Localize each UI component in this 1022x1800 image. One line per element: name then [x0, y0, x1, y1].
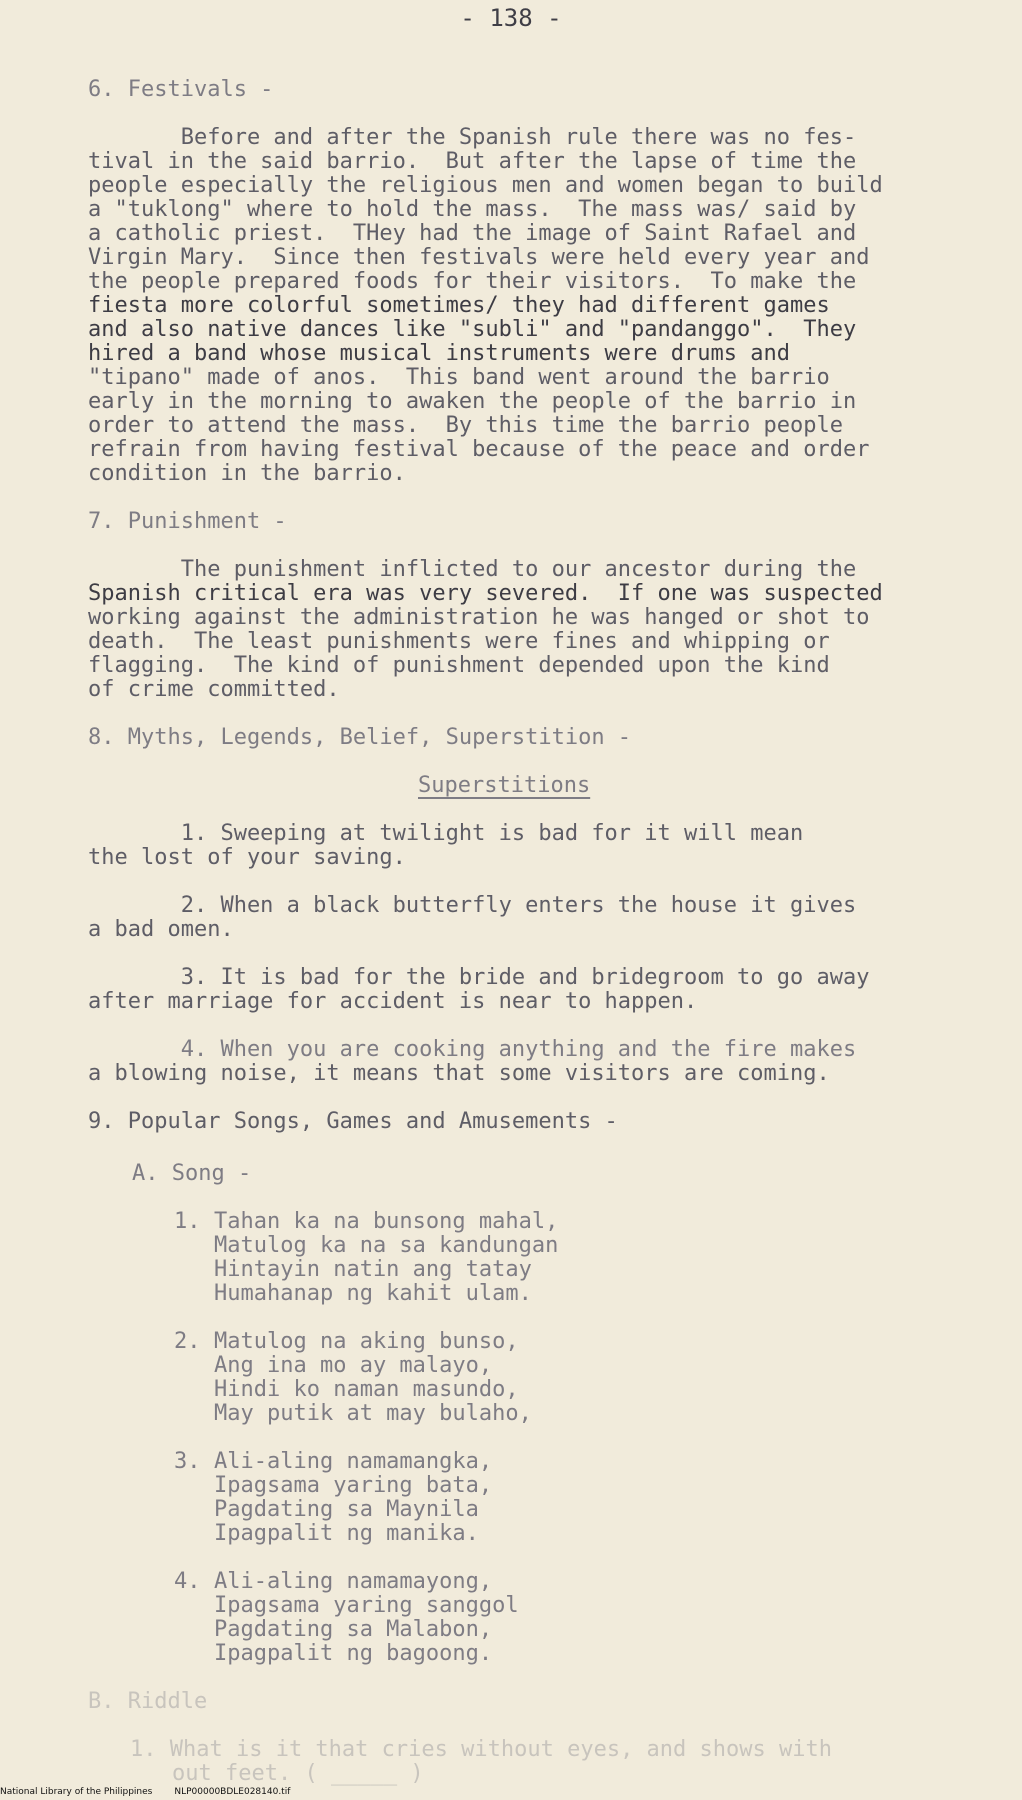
- superstition-line: 3. It is bad for the bride and bridegroom to go away: [88, 965, 870, 990]
- festivals-line: refrain from having festival because of the peace and order: [88, 437, 870, 462]
- riddle-line: 1. What is it that cries without eyes, and shows with: [130, 1737, 832, 1762]
- superstition-line: 2. When a black butterfly enters the house it gives: [88, 893, 857, 918]
- myths-heading: 8. Myths, Legends, Belief, Superstition -: [88, 725, 632, 750]
- scan-footer: [0, 1787, 312, 1797]
- punishment-line: death. The least punishments were fines and whipping or: [88, 629, 830, 654]
- verse-line: Hindi ko naman masundo,: [214, 1377, 519, 1402]
- footer-file-id: NLP00000BDLE028140.tif: [174, 1787, 291, 1797]
- verse-line: Matulog na aking bunso,: [214, 1329, 519, 1354]
- verse-line: May putik at may bulaho,: [214, 1401, 532, 1426]
- punishment-line: flagging. The kind of punishment depended upon the kind: [88, 653, 830, 678]
- superstition-line: a bad omen.: [88, 917, 234, 942]
- verse-line: Ang ina mo ay malayo,: [214, 1353, 493, 1378]
- superstition-line: the lost of your saving.: [88, 845, 406, 870]
- verse-line: Matulog ka na sa kandungan: [214, 1233, 559, 1258]
- festivals-line: fiesta more colorful sometimes/ they had different games: [88, 293, 830, 318]
- verse-line: Pagdating sa Maynila: [214, 1497, 479, 1522]
- festivals-line: "tipano" made of anos. This band went around the barrio: [88, 365, 830, 390]
- festivals-line: hired a band whose musical instruments were drums and: [88, 341, 790, 366]
- festivals-line: order to attend the mass. By this time the barrio people: [88, 413, 843, 438]
- festivals-line: the people prepared foods for their visitors. To make the: [88, 269, 857, 294]
- riddle-line: out feet. ( _____ ): [172, 1761, 424, 1786]
- festivals-line: condition in the barrio.: [88, 461, 406, 486]
- superstition-line: 1. Sweeping at twilight is bad for it will mean: [88, 821, 804, 846]
- verse-line: Ali-aling namamayong,: [214, 1569, 493, 1594]
- verse-line: Hintayin natin ang tatay: [214, 1257, 532, 1282]
- verse-line: Tahan ka na bunsong mahal,: [214, 1209, 559, 1234]
- festivals-line: Before and after the Spanish rule there was no fes-: [88, 125, 857, 150]
- riddle-heading: B. Riddle: [88, 1689, 208, 1714]
- verse-number: 1.: [174, 1209, 201, 1234]
- verse-number: 4.: [174, 1569, 201, 1594]
- superstitions-subheading: Superstitions: [418, 773, 591, 798]
- punishment-line: of crime committed.: [88, 677, 340, 702]
- festivals-line: Virgin Mary. Since then festivals were held every year and: [88, 245, 870, 270]
- verse-line: Ipagsama yaring sanggol: [214, 1593, 519, 1618]
- superstition-line: 4. When you are cooking anything and the fire makes: [88, 1037, 857, 1062]
- page-number: - 138 -: [460, 4, 562, 32]
- verse-number: 3.: [174, 1449, 201, 1474]
- punishment-line: Spanish critical era was very severed. If one was suspected: [88, 581, 883, 606]
- verse-line: Ipagpalit ng manika.: [214, 1521, 479, 1546]
- verse-line: Ipagpalit ng bagoong.: [214, 1641, 493, 1666]
- festivals-line: a catholic priest. THey had the image of Saint Rafael and: [88, 221, 857, 246]
- superstition-line: after marriage for accident is near to happen.: [88, 989, 698, 1014]
- festivals-heading: 6. Festivals -: [88, 77, 274, 102]
- verse-number: 2.: [174, 1329, 201, 1354]
- festivals-line: and also native dances like "subli" and "pandanggo". They: [88, 317, 857, 342]
- superstition-line: a blowing noise, it means that some visitors are coming.: [88, 1061, 830, 1086]
- verse-line: Ipagsama yaring bata,: [214, 1473, 493, 1498]
- festivals-line: tival in the said barrio. But after the lapse of time the: [88, 149, 857, 174]
- verse-line: Humahanap ng kahit ulam.: [214, 1281, 532, 1306]
- festivals-line: early in the morning to awaken the people of the barrio in: [88, 389, 857, 414]
- song-subheading: A. Song -: [132, 1161, 252, 1186]
- punishment-heading: 7. Punishment -: [88, 509, 287, 534]
- festivals-line: a "tuklong" where to hold the mass. The mass was/ said by: [88, 197, 857, 222]
- songs-heading: 9. Popular Songs, Games and Amusements -: [88, 1109, 618, 1134]
- festivals-line: people especially the religious men and women began to build: [88, 173, 883, 198]
- punishment-line: working against the administration he was hanged or shot to: [88, 605, 870, 630]
- verse-line: Pagdating sa Malabon,: [214, 1617, 493, 1642]
- punishment-line: The punishment inflicted to our ancestor during the: [88, 557, 857, 582]
- footer-library: National Library of the Philippines: [0, 1787, 153, 1797]
- verse-line: Ali-aling namamangka,: [214, 1449, 493, 1474]
